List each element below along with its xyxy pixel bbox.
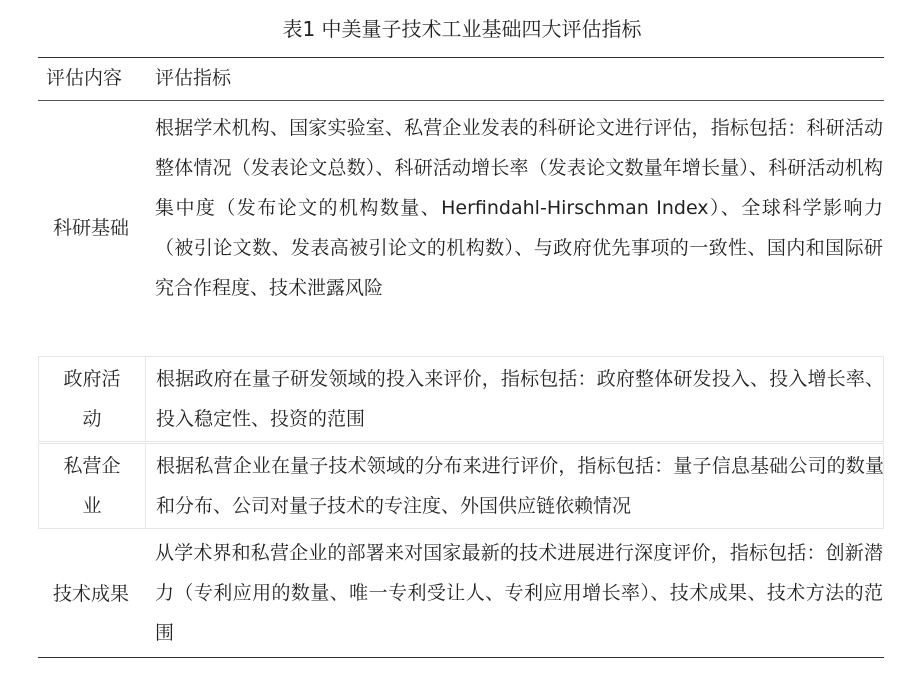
header-evaluation-indicators: 评估指标 xyxy=(155,67,232,89)
row-name-private-enterprise: 私营企业 xyxy=(63,455,121,517)
header-evaluation-content: 评估内容 xyxy=(46,67,123,89)
table-row-government-activity xyxy=(38,356,884,442)
table-caption: 表1 中美量子技术工业基础四大评估指标 xyxy=(282,17,642,41)
table-row-research-base xyxy=(38,102,884,354)
cell-divider xyxy=(145,444,146,528)
row-name-research-base: 科研基础 xyxy=(52,217,129,239)
table-row-private-enterprise xyxy=(38,443,884,529)
table-header-row xyxy=(38,57,884,100)
row-desc-technical-achievement: 从学术界和私营企业的部署来对国家最新的技术进展进行深度评价，指标包括：创新潜力（专利应用的数量、唯一专利受让人、专利应用增长率）、技术成果、技术方法的范围 xyxy=(155,542,883,644)
row-desc-private-enterprise: 根据私营企业在量子技术领域的分布来进行评价，指标包括：量子信息基础公司的数量和分布、公司对量子技术的专注度、外国供应链依赖情况 xyxy=(156,455,884,517)
table-row-technical-achievement xyxy=(38,531,884,657)
row-name-technical-achievement: 技术成果 xyxy=(52,583,129,605)
table-header-rule xyxy=(38,100,884,101)
row-desc-research-base: 根据学术机构、国家实验室、私营企业发表的科研论文进行评估，指标包括：科研活动整体情况（发表论文总数）、科研活动增长率（发表论文数量年增长量）、科研活动机构集中度（发布论文的机构数量、Herfindahl-Hirschman Index）、全球科学影响力（被引论文数、发表高被引论文的机构数）、与政府优先事项的一致性、国内和国际研究合作程度、技术泄露风险 xyxy=(155,117,883,299)
row-desc-government-activity: 根据政府在量子研发领域的投入来评价，指标包括：政府整体研发投入、投入增长率、投入稳定性、投资的范围 xyxy=(156,368,884,430)
table-bottom-rule xyxy=(38,657,884,658)
row-name-government-activity: 政府活动 xyxy=(63,368,121,430)
cell-divider xyxy=(145,357,146,441)
